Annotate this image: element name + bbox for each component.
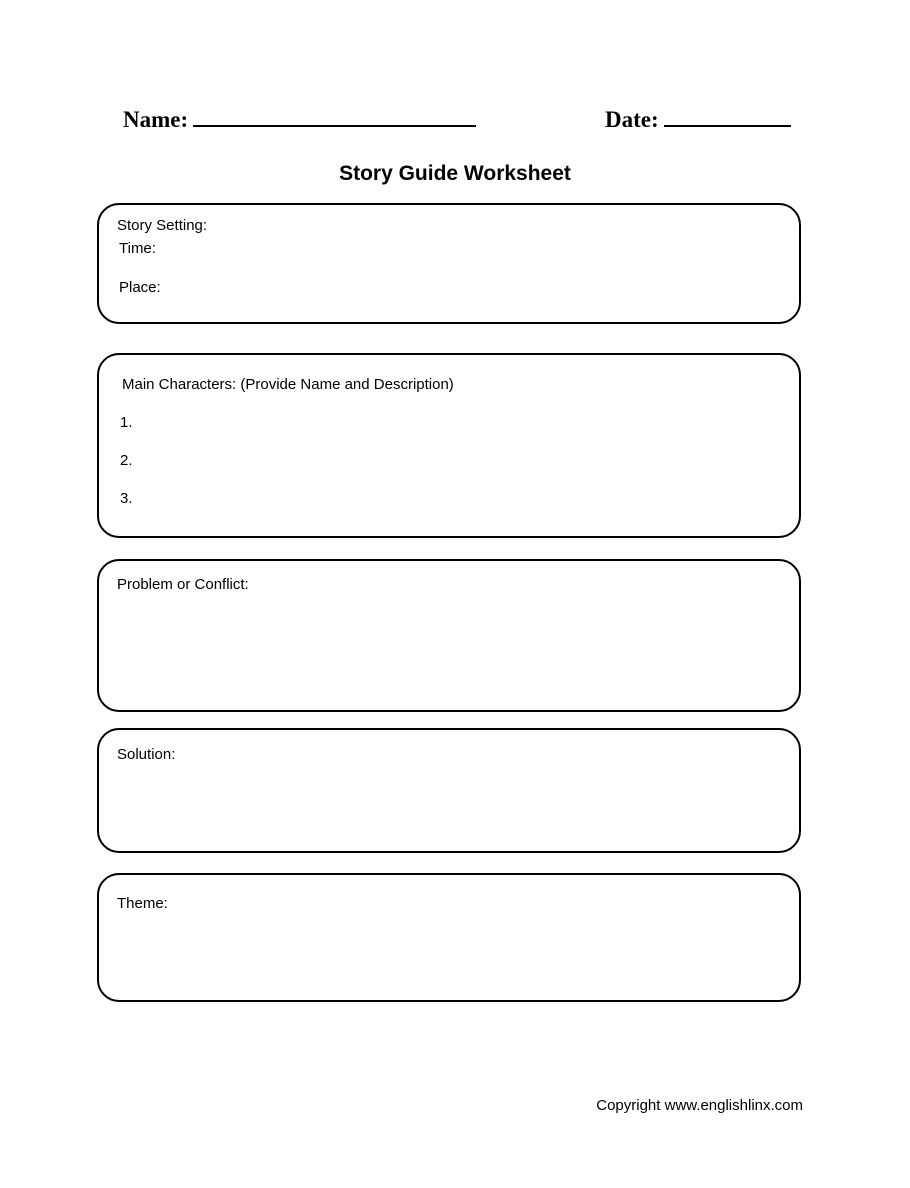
theme-label: Theme:	[117, 895, 168, 912]
page-title: Story Guide Worksheet	[339, 162, 571, 185]
solution-box	[97, 728, 801, 853]
solution-label: Solution:	[117, 746, 176, 763]
character-item-1: 1.	[120, 414, 133, 431]
date-label: Date:	[605, 107, 659, 132]
date-blank-line	[664, 105, 791, 127]
name-blank-line	[193, 105, 476, 127]
time-label: Time:	[119, 240, 156, 257]
story-setting-label: Story Setting:	[117, 217, 208, 234]
character-item-2: 2.	[120, 452, 133, 469]
date-field-group	[605, 105, 791, 133]
footer-copyright: Copyright www.englishlinx.com	[596, 1097, 803, 1114]
name-field-group	[123, 105, 476, 133]
problem-conflict-box	[97, 559, 801, 712]
story-setting-box	[97, 203, 801, 324]
character-item-3: 3.	[120, 490, 133, 507]
name-label: Name:	[123, 107, 189, 132]
theme-box	[97, 873, 801, 1002]
main-characters-label: Main Characters: (Provide Name and Description)	[122, 376, 454, 393]
place-label: Place:	[119, 279, 161, 296]
problem-conflict-label: Problem or Conflict:	[117, 576, 249, 593]
main-characters-box	[97, 353, 801, 538]
